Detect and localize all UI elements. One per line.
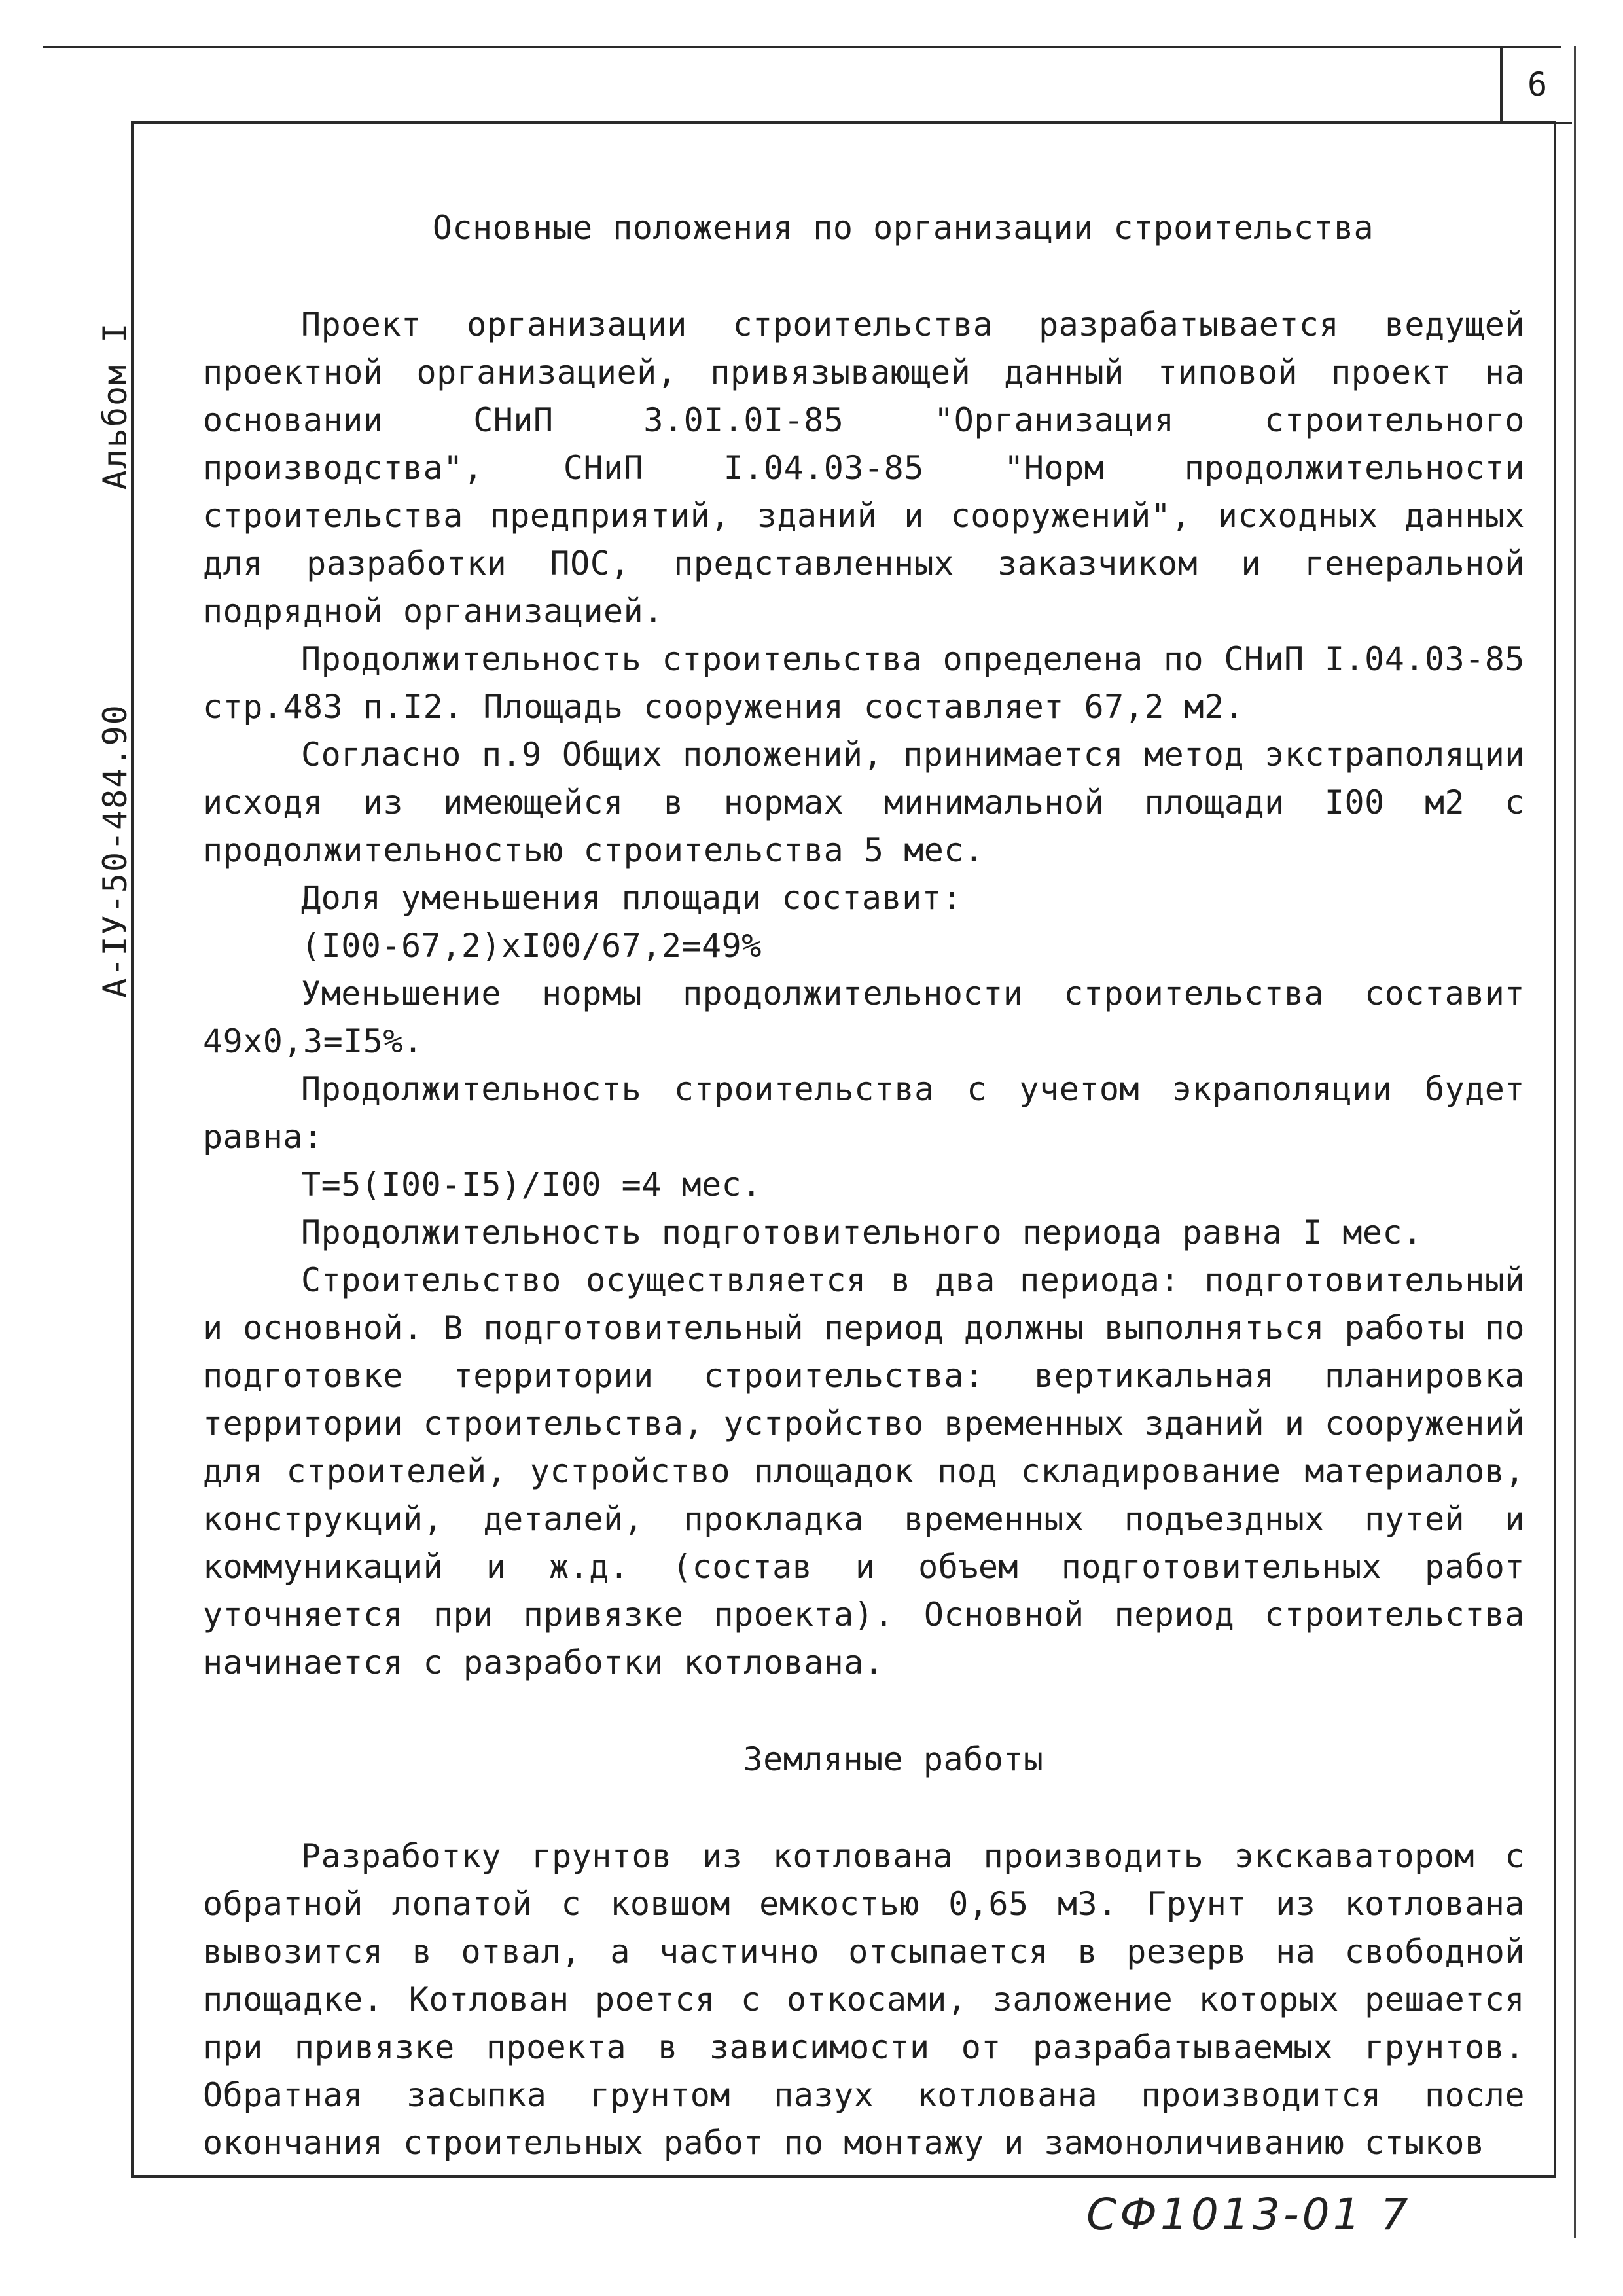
footer-document-code: СФ1013-01 7 [1086, 2189, 1412, 2240]
top-rule [43, 46, 1561, 48]
album-label: Альбом I [96, 321, 134, 490]
paragraph: Строительство осуществляется в два периода: подготовительный и основной. В подготовительный период должны выполняться работы по подготовке территории строительства: вертикальная планировка территории строительства, устройство временных зданий и сооружений для строителей, устройство площадок под складирование материалов, конструкций, деталей, прокладка временных подъездных путей и коммуникаций и ж.д. (состав и объем подготовительных работ уточняется при привязке проекта). Основной период строительства начинается с разработки котлована. [203, 1261, 1525, 1681]
paragraph: Продолжительность строительства с учетом экраполяции будет равна: [203, 1070, 1525, 1156]
section-title-organization: Основные положения по организации строительства [432, 209, 1374, 247]
paragraph: Продолжительность строительства определена по СНиП I.04.03-85 стр.483 п.I2. Площадь сооружения составляет 67,2 м2. [203, 640, 1525, 726]
paragraph: Согласно п.9 Общих положений, принимается метод экстраполяции исходя из имеющейся в нормах минимальной площади I00 м2 с продолжительностью строительства 5 мес. [203, 736, 1525, 869]
paragraph: Проект организации строительства разрабатывается ведущей проектной организацией, привязывающей данный типовой проект на основании СНиП 3.0I.0I-85 "Организация строительного производства", СНиП I.04.03-85 "Норм продолжительности строительства предприятий, зданий и сооружений", исходных данных для разработки ПОС, представленных заказчиком и генеральной подрядной организацией. [203, 306, 1525, 630]
section-title-earthworks: Земляные работы [743, 1740, 1044, 1778]
document-code-side: А-IУ-50-484.90 [96, 704, 134, 998]
document-body [203, 204, 1525, 2167]
paragraph: Уменьшение нормы продолжительности строительства составит 49x0,3=I5%. [203, 975, 1525, 1060]
page-number: 6 [1527, 65, 1548, 103]
paragraph: Доля уменьшения площади составит: [301, 879, 962, 917]
paragraph: Продолжительность подготовительного периода равна I мес. [301, 1213, 1423, 1251]
formula-duration: Т=5(I00-I5)/I00 =4 мес. [301, 1166, 762, 1204]
formula-area-reduction: (I00-67,2)xI00/67,2=49% [301, 927, 762, 965]
paragraph: Разработку грунтов из котлована производить экскаватором с обратной лопатой с ковшом емкостью 0,65 м3. Грунт из котлована вывозится в отвал, а частично отсыпается в резерв на свободной площадке. Котлован роется с откосами, заложение которых решается при привязке проекта в зависимости от разрабатываемых грунтов. Обратная засыпка грунтом пазух котлована производится после окончания строительных работ по монтажу и замоноличиванию стыков [203, 1837, 1525, 2162]
page-number-box [1500, 47, 1572, 124]
right-margin-line [1574, 46, 1576, 2238]
